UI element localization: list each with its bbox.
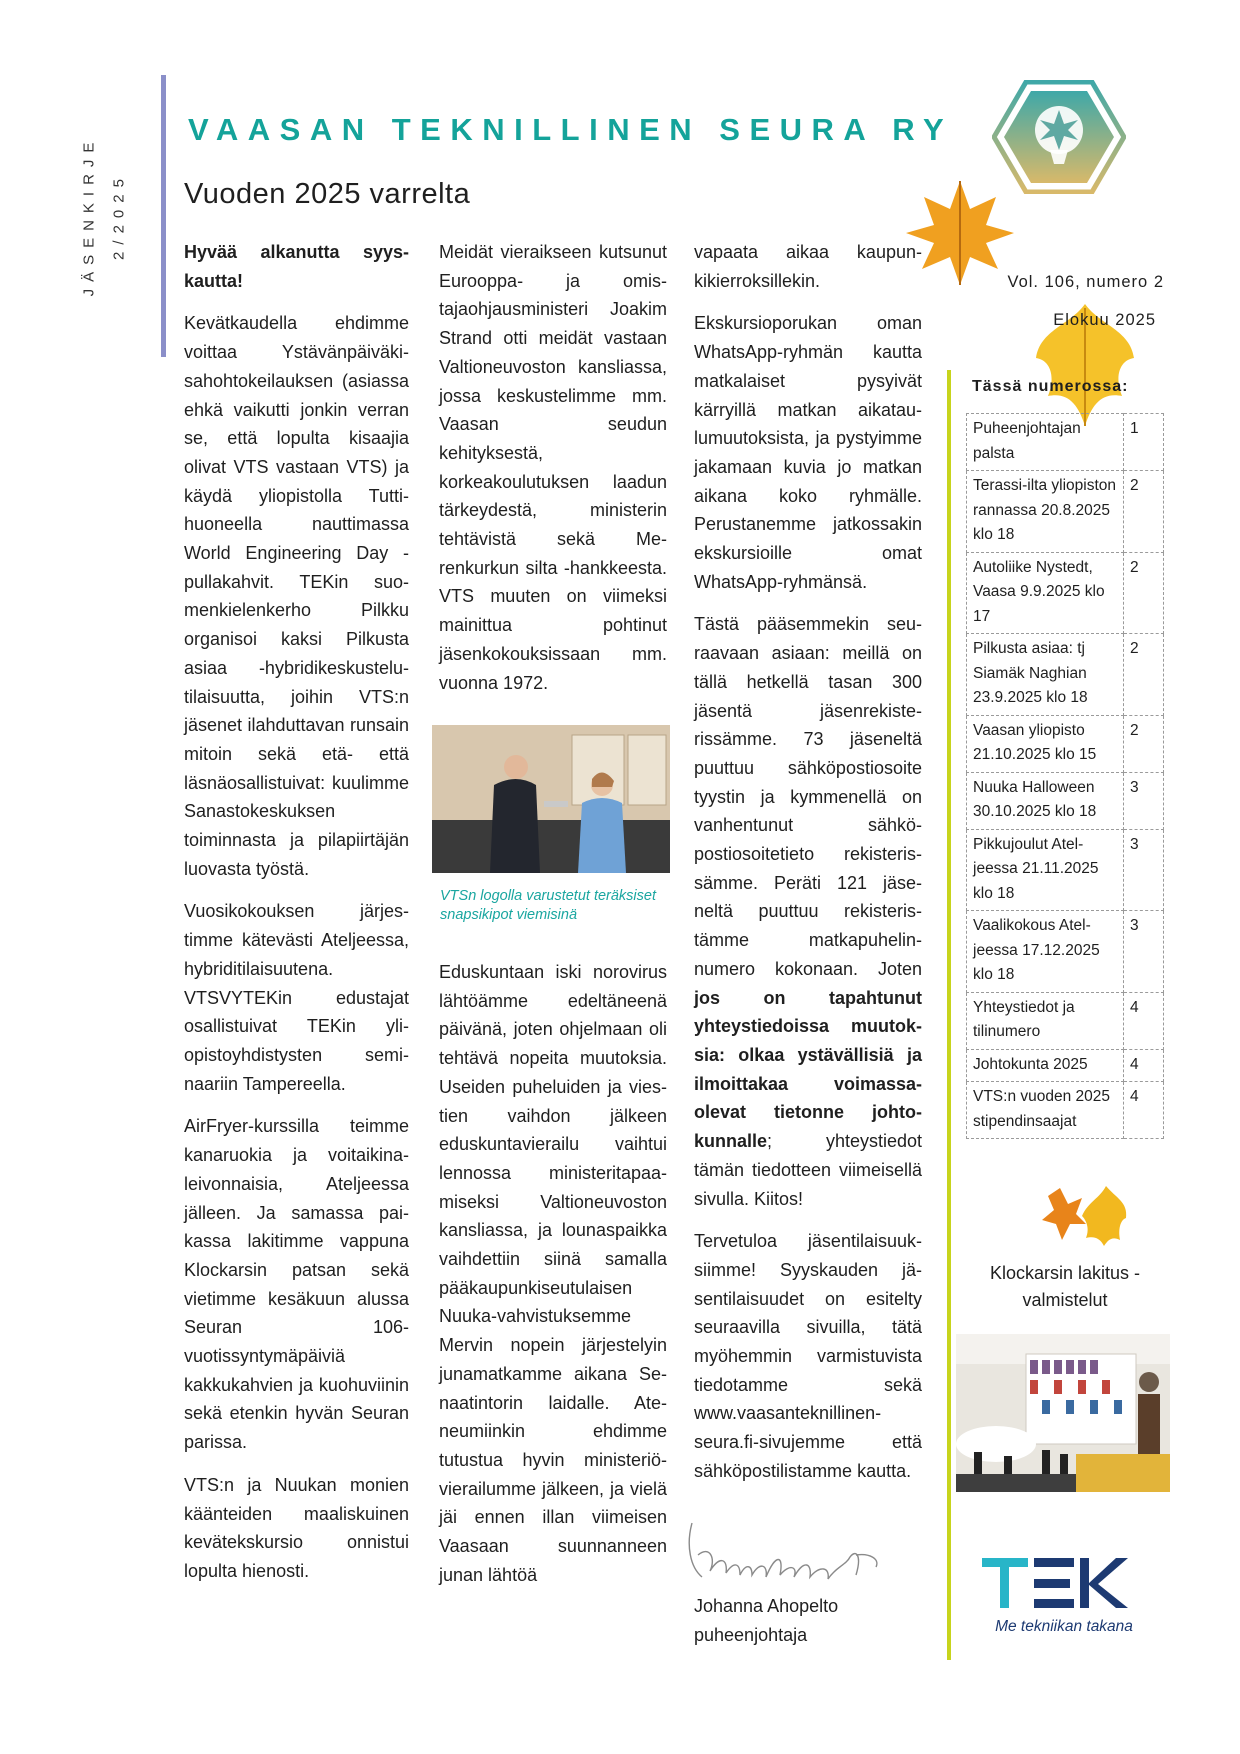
table-of-contents: [966, 413, 1164, 1139]
article-column-1: [184, 238, 409, 1600]
toc-title: Tässä numerossa:: [972, 378, 1129, 395]
toc-item-title: Vaasan yliopisto 21.10.2025 klo 15: [967, 715, 1124, 772]
toc-row: [967, 911, 1164, 993]
article-paragraph: VTS:n ja Nuukan monien käänteiden maaliskuinen kevätekskursio onnistui lopulta hienosti.: [184, 1474, 409, 1581]
toc-item-page: 3: [1124, 772, 1164, 829]
toc-item-title: Nuuka Halloween 30.10.2025 klo 18: [967, 772, 1124, 829]
toc-row: [967, 829, 1164, 911]
page-title: Vuoden 2025 varrelta: [184, 178, 471, 210]
toc-item-page: 4: [1124, 1049, 1164, 1082]
toc-item-page: 2: [1124, 471, 1164, 553]
article-column-2-bottom: [439, 958, 667, 1603]
atelier-room-photo: [956, 1334, 1170, 1492]
toc-item-title: Pilkusta asiaa: tj Siamäk Naghian 23.9.2025 klo 18: [967, 634, 1124, 716]
article-paragraph: Tervetuloa jäsentilaisuuksiimme! Syyskauden jäsentilaisuudet on esitelty seuraavilla sivuilla, tätä myöhemmin varmistuvista tiedotamme sekä www.vaasanteknillinenseura.fi-sivujemme että sähköpostilistamme kautta.: [694, 1231, 922, 1481]
signature-block: [694, 1592, 838, 1649]
side-label-issue: 2/2025: [110, 172, 128, 260]
toc-item-page: 2: [1124, 634, 1164, 716]
toc-item-title: Terassi-ilta yliopiston rannassa 20.8.2025 klo 18: [967, 471, 1124, 553]
issue-volume: Vol. 106, numero 2: [1007, 273, 1164, 291]
article-paragraph: Eduskuntaan iski norovirus lähtöämme edeltäneenä päivänä, joten ohjelmaan oli tehtävä nopeita muutoksia. Useiden puheluiden ja viestien vaihdon jälkeen eduskuntavierailu vaihtui lennossa ministeritapaamiseksi Valtioneuvoston kansliassa, ja lounaspaikka vaihdettiin siinä samalla pääkaupunkiseutulaisen Nuuka-vahvistuksemme Mervin nopein järjestelyin junamatkamme aikana Senaatintorin laidalle. Ateneumiinkin ehdimme tutustua hyvin ministeriövierailumme jälkeen, ja vielä jäi ennen illan viimeisen Vaasaan suunnanneen junan lähtöä: [439, 962, 667, 1585]
toc-item-title: Puheenjohtajan palsta: [967, 414, 1124, 471]
article-greeting: Hyvää alkanutta syyskautta!: [184, 242, 409, 291]
article-paragraph: Kevätkaudella ehdimme voittaa Ystävänpäiväkisahohtokeilauksen (asiassa ehkä vaikutti jonkin verran se, että lopulta kisaajia olivat VTS vastaan VTS) ja käydä yliopistolla Tuttihuoneella nauttimassa World Engineering Day -pullakahvit. TEKin suomenkielenkerho Pilkku organisoi kaksi Pilkusta asiaa -hybridikeskustelutilaisuutta, joihin VTS:n jäsenet ilahduttavan runsain mitoin sekä etä- että läsnäosallistuivat: kuulimme Sanastokeskuksen toiminnasta ja pilapiirtäjän luovasta työstä.: [184, 313, 409, 879]
photo-caption: VTSn logolla varustetut teräksiset snapsikipot viemisinä: [440, 888, 656, 923]
signer-name: Johanna Ahopelto: [694, 1596, 839, 1616]
toc-item-page: 4: [1124, 1082, 1164, 1139]
toc-item-page: 2: [1124, 552, 1164, 634]
toc-item-page: 3: [1124, 911, 1164, 993]
side-label-title: JÄSENKIRJE: [80, 135, 98, 297]
toc-row: [967, 715, 1164, 772]
text-run: ; yhteystiedot tämän tiedotteen viimeisellä sivulla. Kiitos!: [694, 1131, 922, 1209]
toc-item-title: Yhteystiedot ja tilinumero: [967, 992, 1124, 1049]
signer-title: puheenjohtaja: [694, 1624, 808, 1645]
handwritten-signature: [680, 1515, 890, 1595]
article-column-3: [694, 238, 922, 1500]
autumn-leaves-icon: [1040, 1180, 1130, 1250]
article-paragraph-contact-request: [694, 610, 922, 1213]
toc-item-page: 1: [1124, 414, 1164, 471]
right-accent-rule: [947, 370, 951, 1660]
toc-row: [967, 414, 1164, 471]
article-paragraph: Ekskursioporukan oman WhatsApp-ryhmän kautta matkalaiset pysyivät kärryillä matkan aikataulumuutoksista, ja pystyimme jakamaan kuvia jo matkan aikana koko ryhmälle. Perustanemme jatkossakin ekskursioille omat WhatsApp-ryhmänsä.: [694, 313, 922, 592]
toc-row: [967, 992, 1164, 1049]
article-paragraph: AirFryer-kurssilla teimme kanaruokia ja voitaikinaleivonnaisia, Ateljeessa jälleen. Ja samassa paikassa lakitimme vappuna Klockarsin patsan sekä vietimme kesäkuun alussa Seuran 106-vuotissyntymäpäiviä kakkukahvien ja kuohuviinin sekä etenkin hyvän Seuran parissa.: [184, 1116, 409, 1453]
toc-row: [967, 772, 1164, 829]
toc-item-title: VTS:n vuoden 2025 stipendinsaajat: [967, 1082, 1124, 1139]
toc-item-title: Vaalikokous Ateljeessa 17.12.2025 klo 18: [967, 911, 1124, 993]
toc-row: [967, 471, 1164, 553]
bold-request: jos on tapahtunut yhteystiedoissa muutoksia: olkaa ystävällisiä ja ilmoittakaa voimassaolevat tietonne johtokunnalle: [694, 987, 922, 1152]
article-column-2-top: [439, 238, 667, 711]
side-label: [64, 96, 144, 336]
toc-item-page: 2: [1124, 715, 1164, 772]
left-accent-rule: [161, 75, 166, 357]
tek-tagline: Me tekniikan takana: [995, 1618, 1133, 1635]
issue-date: Elokuu 2025: [1053, 311, 1156, 329]
toc-item-page: 4: [1124, 992, 1164, 1049]
toc-item-title: Johtokunta 2025: [967, 1049, 1124, 1082]
toc-row: [967, 1082, 1164, 1139]
toc-row: [967, 1049, 1164, 1082]
toc-row: [967, 634, 1164, 716]
toc-row: [967, 552, 1164, 634]
org-name: VAASAN TEKNILLINEN SEURA RY: [188, 112, 954, 147]
toc-item-title: Autoliike Nystedt, Vaasa 9.9.2025 klo 17: [967, 552, 1124, 634]
text-run: Tästä pääsemmekin seuraavaan asiaan: meillä on tällä hetkellä tasan 300 jäsentä jäsenrekisterissämme. 73 jäseneltä puuttuu sähköpostiosoite tyystin ja kymmenellä on vanhentunut sähköpostiosoitetieto rekisterissämme. Peräti 121 jäseneltä puuttuu rekisteristämme matkapuhelinnumero kokonaan. Joten: [694, 614, 922, 979]
toc-item-title: Pikkujoulut Ateljeessa 21.11.2025 klo 18: [967, 829, 1124, 911]
article-paragraph: vapaata aikaa kaupunkikierroksillekin.: [694, 242, 922, 291]
article-paragraph: Vuosikokouksen järjestimme kätevästi Ateljeessa, hybriditilaisuutena. VTSVYTEKin edustajat osallistuivat TEKin yliopistoyhdistysten seminaariin Tampereella.: [184, 901, 409, 1094]
meeting-photo: [432, 725, 670, 873]
sidebar-photo-heading: Klockarsin lakitus - valmistelut: [989, 1263, 1141, 1310]
toc-item-page: 3: [1124, 829, 1164, 911]
article-paragraph: Meidät vieraikseen kutsunut Eurooppa- ja omistajaohjausministeri Joakim Strand otti meidät vastaan Valtioneuvoston kansliassa, jossa keskustelimme mm. Vaasan seudun kehityksestä, korkeakoulutuksen laadun tärkeydestä, ministerin tehtävistä sekä Merenkurkun silta -hankkeesta. VTS muuten on viimeksi mainittua pohtinut jäsenkokouksissaan mm. vuonna 1972.: [439, 242, 667, 693]
